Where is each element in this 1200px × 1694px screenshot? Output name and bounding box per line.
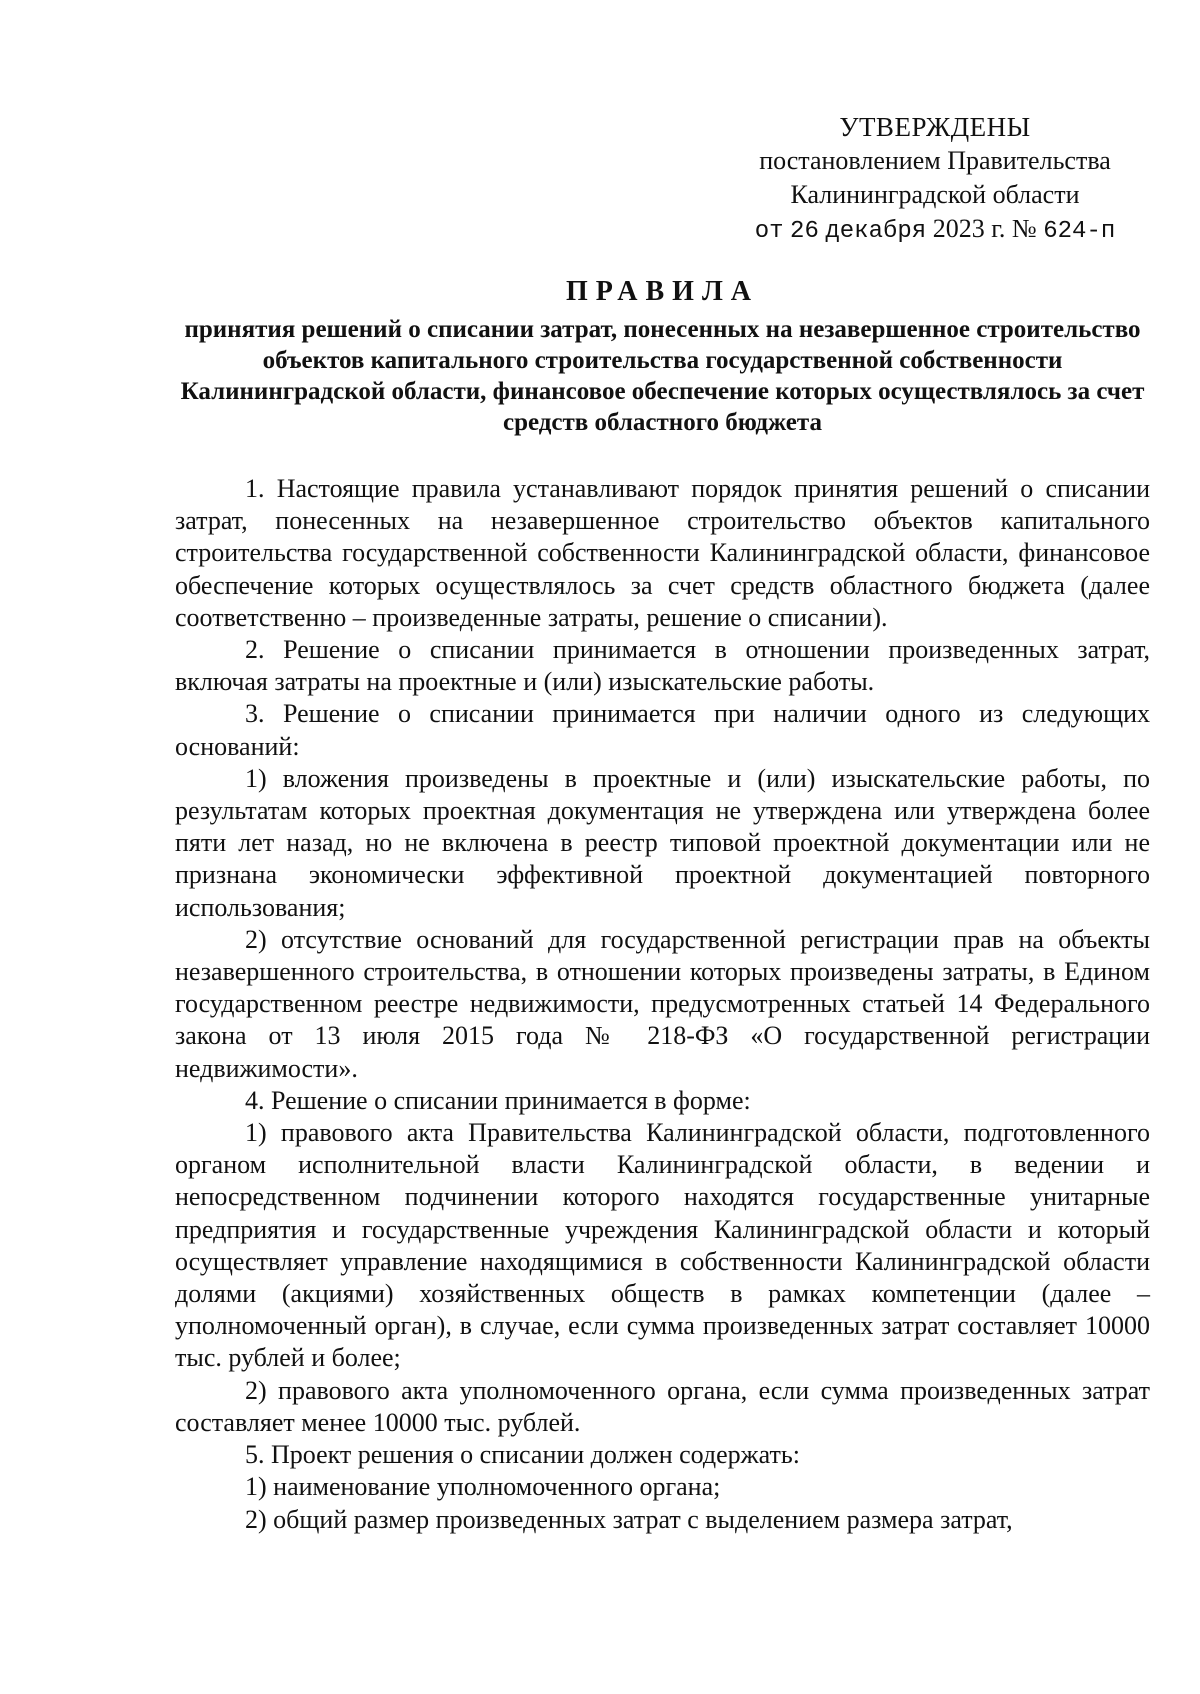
paragraph-1: 1. Настоящие правила устанавливают порядок принятия решений о списании затрат, понесенных на незавершенное строительство объектов капитального строительства государственной собственности Калининградской области, финансовое обеспечение которых осуществлялось за счет средств областного бюджета (далее соответственно – произведенные затраты, решение о списании). bbox=[175, 474, 1150, 632]
document-subtitle: принятия решений о списании затрат, понесенных на незавершенное строительство объектов капитального строительства государственной собственности Калининградской области, финансовое обеспечение которых осуществлялось за счет средств областного бюджета bbox=[180, 316, 1145, 436]
document-title-block bbox=[175, 274, 1150, 438]
document-body bbox=[175, 473, 1150, 1536]
paragraph-3-item-1: 1) вложения произведены в проектные и (или) изыскательские работы, по результатам которых проектная документация не утверждена или утверждена более пяти лет назад, но не включена в реестр типовой проектной документации или не признана экономически эффективной проектной документацией повторного использования; bbox=[175, 763, 1150, 922]
document-title: ПРАВИЛА bbox=[565, 276, 760, 307]
paragraph-5-item-2: 2) общий размер произведенных затрат с выделением размера затрат, bbox=[245, 1504, 1013, 1534]
paragraph-3: 3. Решение о списании принимается при наличии одного из следующих оснований: bbox=[175, 699, 1150, 761]
approval-line-1: постановлением Правительства bbox=[759, 146, 1111, 175]
approval-date-prefix: от bbox=[754, 218, 784, 245]
paragraph-3-item-2: 2) отсутствие оснований для государственной регистрации прав на объекты незавершенного строительства, в отношении которых произведены затраты, в Едином государственном реестре недвижимости, предусмотренных статьей 14 Федерального закона от 13 июля 2015 года № 218-ФЗ «О государственной регистрации недвижимости». bbox=[175, 924, 1150, 1083]
approval-number: 624-п bbox=[1043, 218, 1116, 245]
approval-stamp bbox=[730, 110, 1140, 249]
approval-date-line bbox=[730, 212, 1140, 249]
approval-date-month: декабря bbox=[825, 218, 927, 245]
approval-date-day: 26 bbox=[790, 218, 819, 245]
paragraph-5-item-1: 1) наименование уполномоченного органа; bbox=[245, 1472, 721, 1502]
paragraph-4: 4. Решение о списании принимается в форме: bbox=[245, 1085, 751, 1115]
approval-line-2: Калининградской области bbox=[790, 180, 1080, 209]
paragraph-2: 2. Решение о списании принимается в отношении произведенных затрат, включая затраты на проектные и (или) изыскательские работы. bbox=[175, 635, 1150, 697]
approval-date-year: 2023 г. № bbox=[932, 214, 1037, 243]
paragraph-5: 5. Проект решения о списании должен содержать: bbox=[245, 1440, 800, 1470]
approval-heading: УТВЕРЖДЕНЫ bbox=[839, 112, 1031, 142]
paragraph-4-item-2: 2) правового акта уполномоченного органа, если сумма произведенных затрат составляет менее 10000 тыс. рублей. bbox=[175, 1375, 1150, 1437]
paragraph-4-item-1: 1) правового акта Правительства Калининградской области, подготовленного органом исполнительной власти Калининградской области, в ведении и непосредственном подчинении которого находятся государственные унитарные предприятия и государственные учреждения Калининградской области и который осуществляет управление находящимися в собственности Калининградской области долями (акциями) хозяйственных обществ в рамках компетенции (далее – уполномоченный орган), в случае, если сумма произведенных затрат составляет 10000 тыс. рублей и более; bbox=[175, 1118, 1150, 1373]
